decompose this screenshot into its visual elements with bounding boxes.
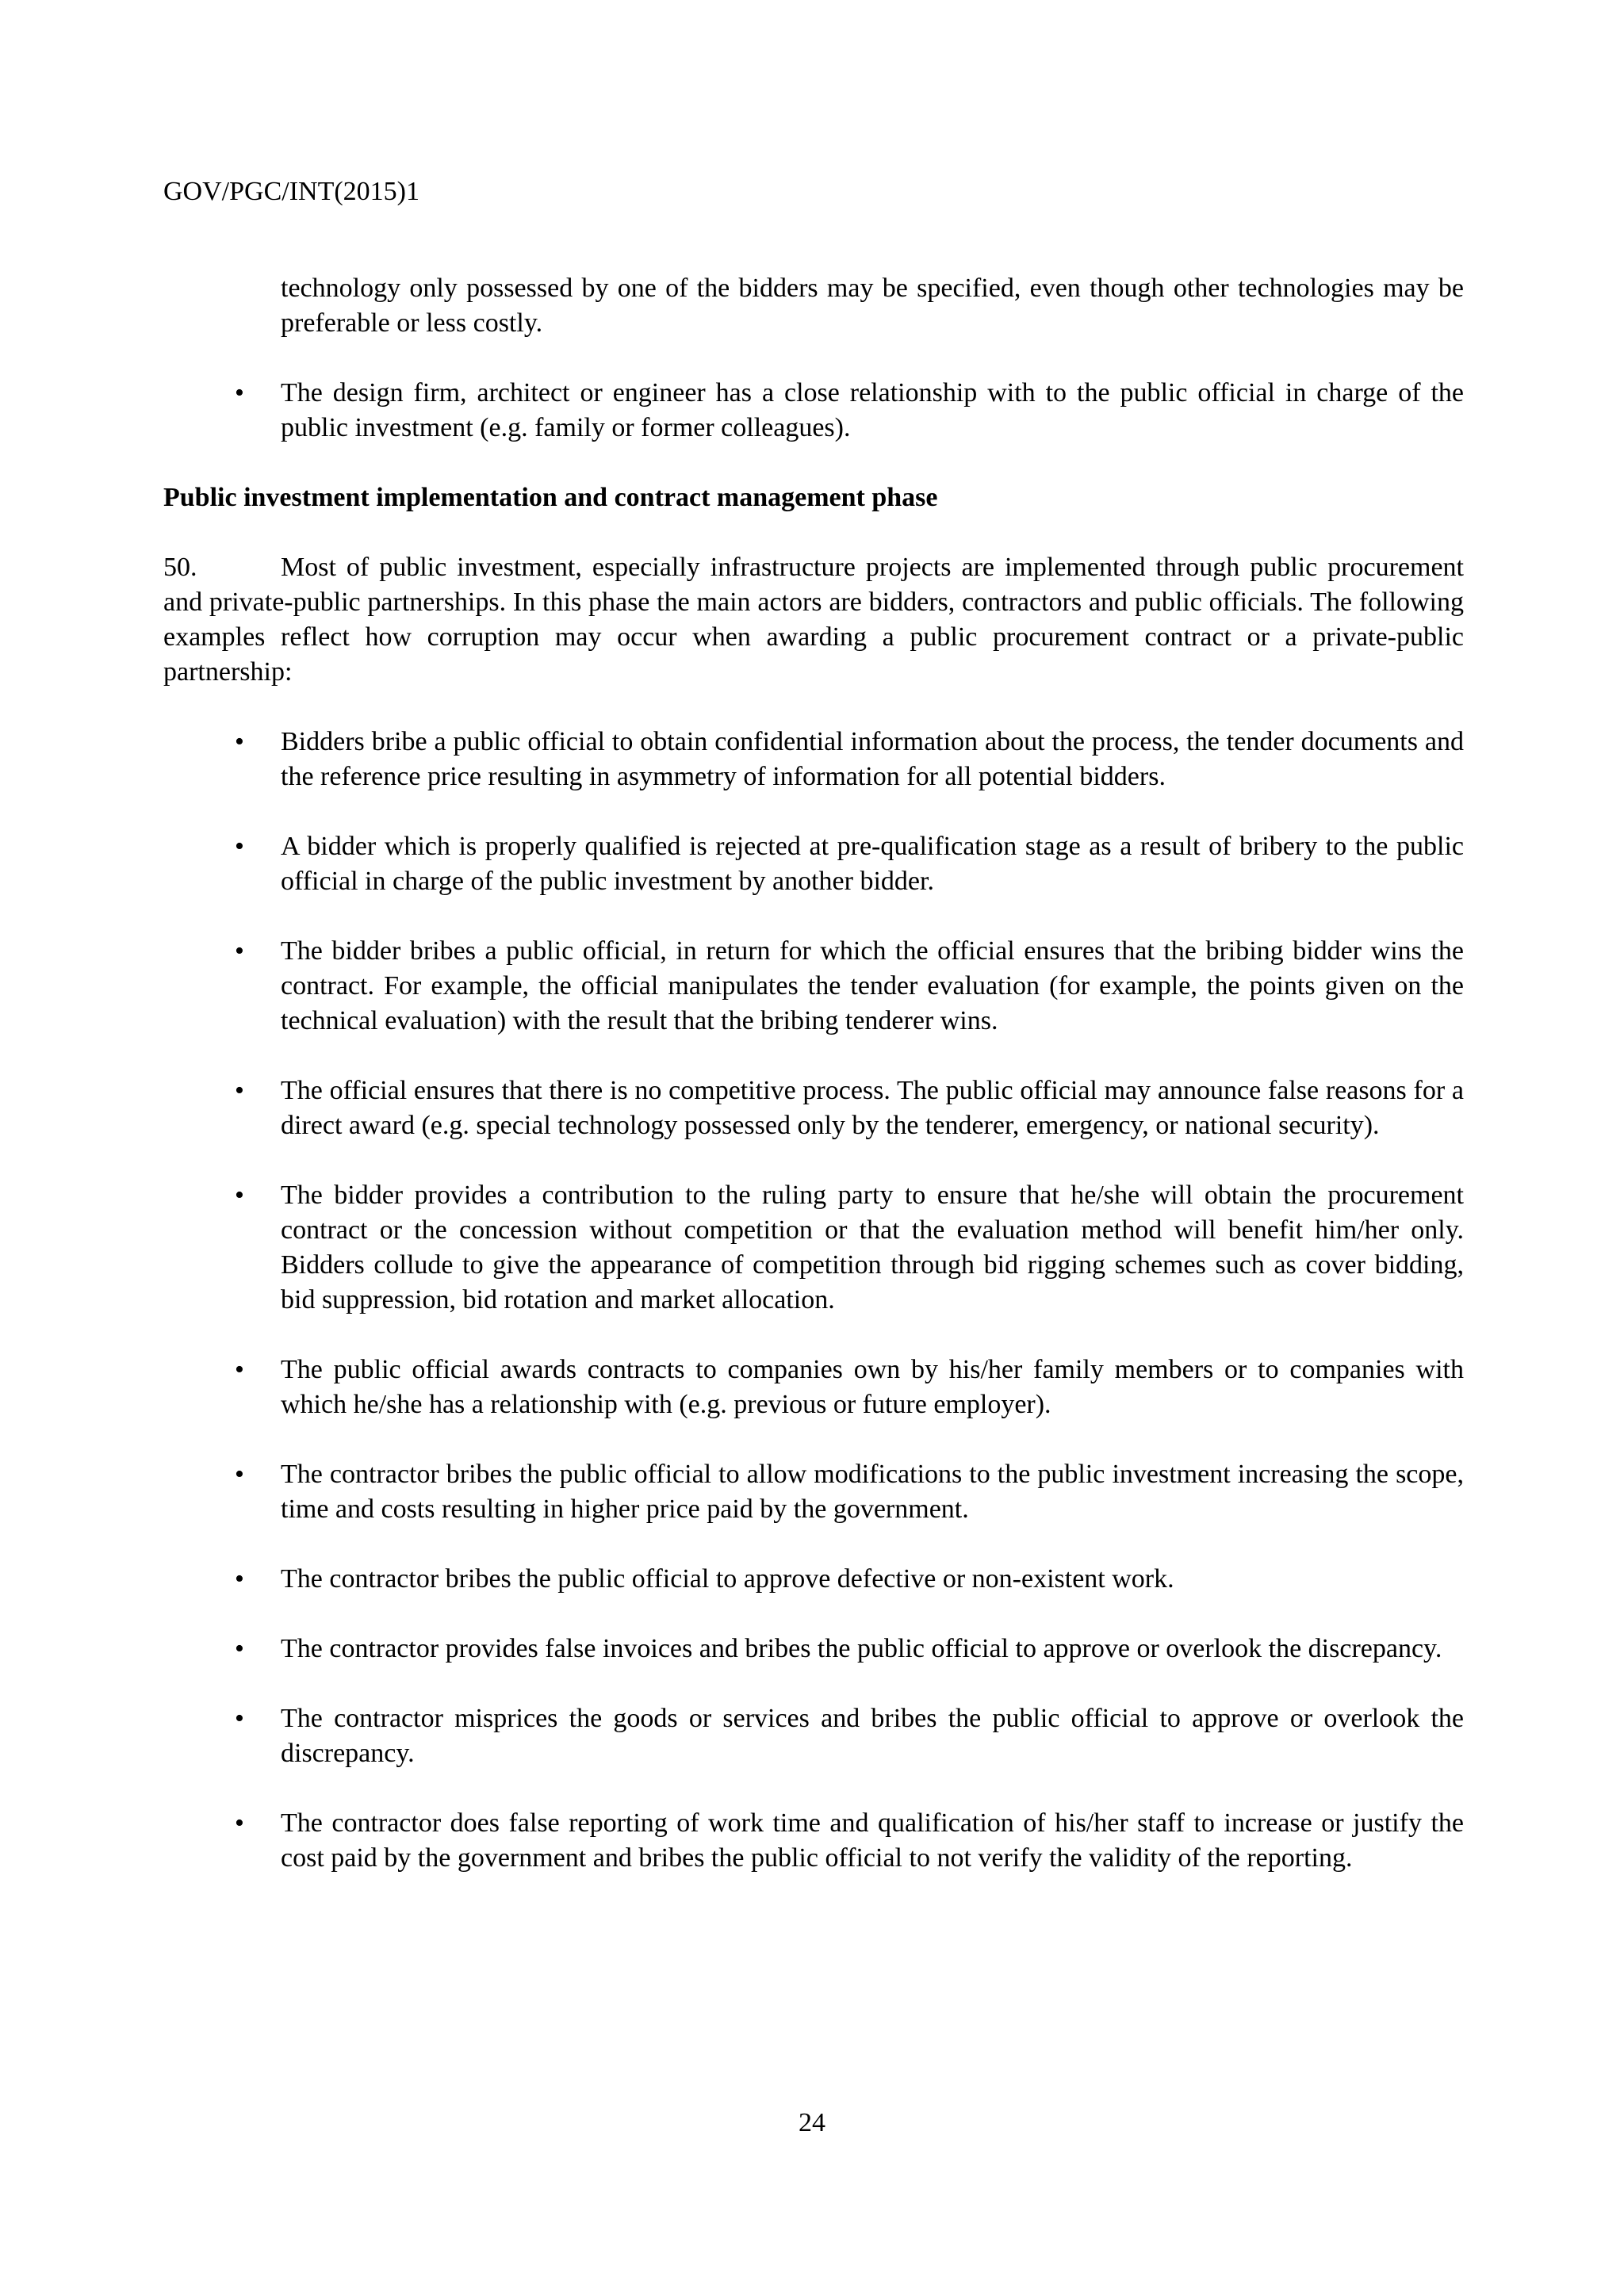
- page-content: [163, 271, 1464, 1911]
- list-item: [163, 1178, 1464, 1318]
- list-item: [163, 1701, 1464, 1771]
- list-item: [163, 1632, 1464, 1667]
- list-item: [163, 1457, 1464, 1527]
- list-item: [163, 829, 1464, 899]
- numbered-paragraph: [163, 550, 1464, 690]
- list-item-text: The public official awards contracts to companies own by his/her family members or to companies with which he/she has a relationship with (e.g. previous or future employer).: [281, 1355, 1464, 1419]
- bullet-icon: •: [235, 1704, 244, 1733]
- paragraph-text: Most of public investment, especially infrastructure projects are implemented through public procurement and private-public partnerships. In this phase the main actors are bidders, contractors and public officials. The following examples reflect how corruption may occur when awarding a public procurement contract or a private-public partnership:: [163, 553, 1464, 687]
- document-id: GOV/PGC/INT(2015)1: [163, 177, 419, 206]
- paragraph-number: 50.: [163, 553, 197, 582]
- list-item: [163, 725, 1464, 794]
- list-item: [163, 1073, 1464, 1143]
- list-item-text: A bidder which is properly qualified is rejected at pre-qualification stage as a result of bribery to the public official in charge of the public investment by another bidder.: [281, 832, 1464, 896]
- continuation-text: technology only possessed by one of the bidders may be specified, even though other technologies may be preferable or less costly.: [281, 274, 1464, 338]
- list-item-text: The contractor does false reporting of work time and qualification of his/her staff to increase or justify the cost paid by the government and bribes the public official to not verify the validity of the reporting.: [281, 1808, 1464, 1873]
- bullet-icon: •: [235, 936, 244, 966]
- bullet-icon: •: [235, 1460, 244, 1489]
- section-heading: Public investment implementation and contract management phase: [163, 483, 938, 512]
- bullet-icon: •: [235, 1076, 244, 1105]
- list-item: [163, 376, 1464, 446]
- list-item-text: The contractor misprices the goods or services and bribes the public official to approve or overlook the discrepancy.: [281, 1704, 1464, 1768]
- list-item-text: The bidder provides a contribution to the ruling party to ensure that he/she will obtain the procurement contract or the concession without competition or that the evaluation method will benefit him/her only. Bidders collude to give the appearance of competition through bid rigging schemes such as cover bidding, bid suppression, bid rotation and market allocation.: [281, 1181, 1464, 1314]
- list-item: [163, 1806, 1464, 1876]
- bullet-list-main: [163, 725, 1464, 1876]
- list-item-text: The bidder bribes a public official, in return for which the official ensures that the bribing bidder wins the contract. For example, the official manipulates the tender evaluation (for example, the points given on the technical evaluation) with the result that the bribing tenderer wins.: [281, 936, 1464, 1035]
- list-item: [163, 1562, 1464, 1597]
- list-item-text: The contractor bribes the public official to allow modifications to the public investment increasing the scope, time and costs resulting in higher price paid by the government.: [281, 1460, 1464, 1524]
- list-item: [163, 1353, 1464, 1422]
- list-item-text: Bidders bribe a public official to obtain confidential information about the process, the tender documents and the reference price resulting in asymmetry of information for all potential bidders.: [281, 727, 1464, 791]
- bullet-icon: •: [235, 1634, 244, 1663]
- list-item-text: The design firm, architect or engineer has a close relationship with to the public official in charge of the public investment (e.g. family or former colleagues).: [281, 378, 1464, 442]
- list-item-text: The official ensures that there is no competitive process. The public official may announce false reasons for a direct award (e.g. special technology possessed only by the tenderer, emergency, or national security).: [281, 1076, 1464, 1140]
- bullet-icon: •: [235, 1355, 244, 1384]
- bullet-icon: •: [235, 378, 244, 408]
- list-item: [163, 934, 1464, 1039]
- bullet-icon: •: [235, 1181, 244, 1210]
- bullet-list-top: [163, 376, 1464, 446]
- bullet-icon: •: [235, 1564, 244, 1594]
- bullet-icon: •: [235, 1808, 244, 1838]
- list-item-text: The contractor bribes the public official to approve defective or non-existent work.: [281, 1564, 1174, 1594]
- list-item-text: The contractor provides false invoices and bribes the public official to approve or overlook the discrepancy.: [281, 1634, 1442, 1663]
- page-number: 24: [799, 2108, 825, 2137]
- bullet-icon: •: [235, 832, 244, 861]
- bullet-icon: •: [235, 727, 244, 756]
